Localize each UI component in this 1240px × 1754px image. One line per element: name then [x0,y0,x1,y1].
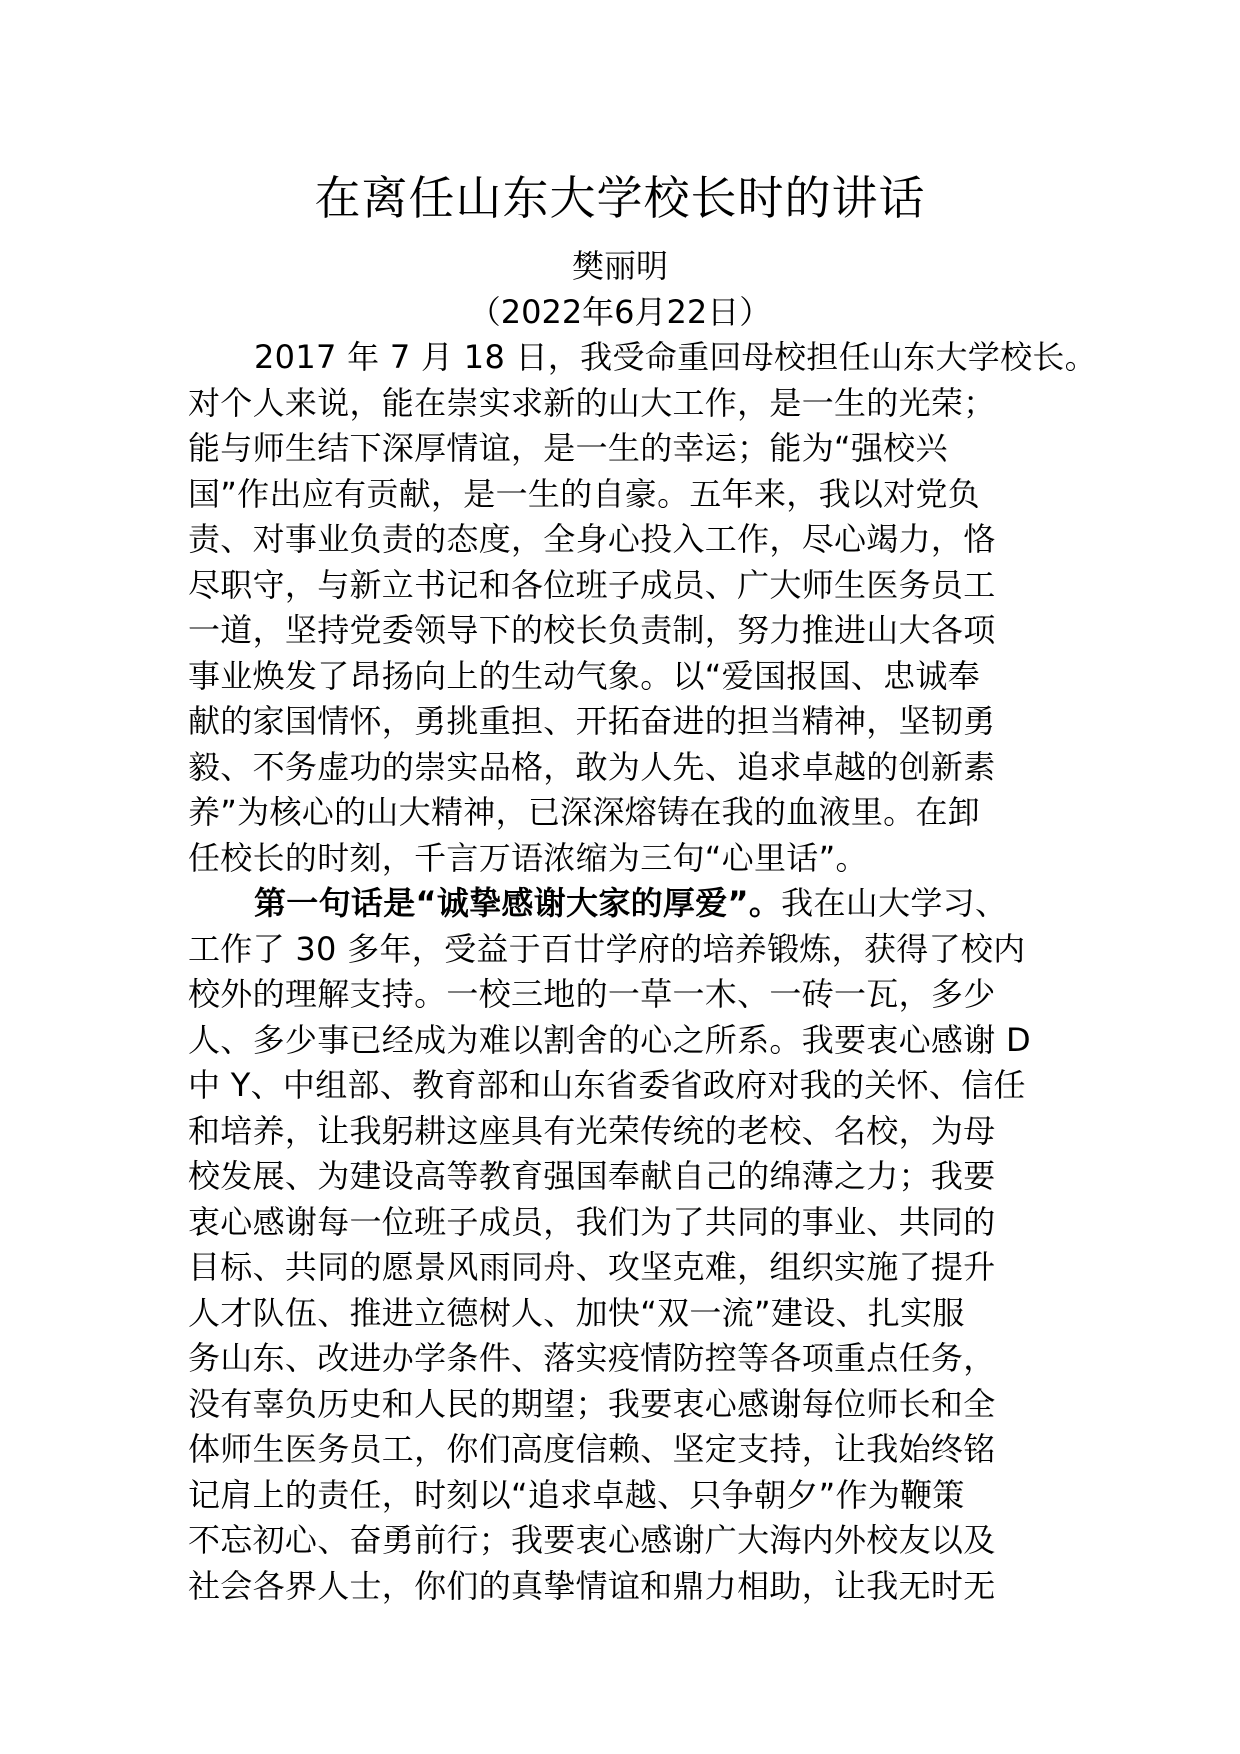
paragraph-line [188,881,1063,927]
paragraph-line: 工作了 30 多年，受益于百廿学府的培养锻炼，获得了校内 [188,929,1026,968]
paragraph-line: 目标、共同的愿景风雨同舟、攻坚克难，组织实施了提升 [188,1248,996,1286]
paragraph-line: 不忘初心、奋勇前行；我要衷心感谢广大海内外校友以及 [188,1521,996,1559]
paragraph-line: 一道，坚持党委领导下的校长负责制，努力推进山大各项 [188,611,996,649]
paragraph-line: 对个人来说，能在崇实求新的山大工作，是一生的光荣； [188,383,996,422]
paragraph-line: 养”为核心的山大精神，已深深熔铸在我的血液里。在卸 [188,793,981,831]
paragraph-line: 毅、不务虚功的崇实品格，敢为人先、追求卓越的创新素 [188,747,996,786]
paragraph-line: 2017 年 7 月 18 日，我受命重回母校担任山东大学校长。 [254,338,1097,376]
paragraph-line: 务山东、改进办学条件、落实疫情防控等各项重点任务， [188,1339,996,1377]
paragraph-line: 责、对事业负责的态度，全身心投入工作，尽心竭力，恪 [188,520,996,558]
paragraph-line: 中 Y、中组部、教育部和山东省委省政府对我的关怀、信任 [188,1066,1026,1104]
section-heading: 第一句话是“诚挚感谢大家的厚爱”。 [254,884,782,922]
paragraph-line: 没有辜负历史和人民的期望；我要衷心感谢每位师长和全 [188,1384,996,1423]
paragraph-line: 国”作出应有贡献，是一生的自豪。五年来，我以对党负 [188,474,981,513]
paragraph-line: 能与师生结下深厚情谊，是一生的幸运；能为“强校兴 [188,429,948,467]
document-body [188,335,1097,1609]
paragraph-line: 献的家国情怀，勇挑重担、开拓奋进的担当精神，坚韧勇 [188,702,996,740]
paragraph-2 [188,881,1063,1609]
paragraph-text: 我在山大学习、 [781,884,1008,922]
paragraph-line: 体师生医务员工，你们高度信赖、坚定支持，让我始终铭 [188,1430,996,1468]
paragraph-line: 校外的理解支持。一校三地的一草一木、一砖一瓦，多少 [188,975,996,1013]
paragraph-1 [188,335,1097,881]
document-title: 在离任山东大学校长时的讲话 [314,171,926,225]
paragraph-line: 校发展、为建设高等教育强国奉献自己的绵薄之力；我要 [188,1157,996,1195]
paragraph-line: 和培养，让我躬耕这座具有光荣传统的老校、名校，为母 [188,1111,996,1150]
paragraph-line: 尽职守，与新立书记和各位班子成员、广大师生医务员工 [188,565,996,604]
paragraph-line: 衷心感谢每一位班子成员，我们为了共同的事业、共同的 [188,1202,996,1241]
paragraph-line: 人才队伍、推进立德树人、加快“双一流”建设、扎实服 [188,1293,965,1332]
paragraph-line: 记肩上的责任，时刻以“追求卓越、只争朝夕”作为鞭策 [188,1475,965,1514]
paragraph-line: 社会各界人士，你们的真挚情谊和鼎力相助，让我无时无 [188,1566,996,1605]
document-date: （2022年6月22日） [468,293,772,331]
document-author: 樊丽明 [571,247,668,285]
paragraph-line: 人、多少事已经成为难以割舍的心之所系。我要衷心感谢 D [188,1020,1031,1059]
paragraph-line: 事业焕发了昂扬向上的生动气象。以“爱国报国、忠诚奉 [188,656,981,695]
paragraph-line: 任校长的时刻，千言万语浓缩为三句“心里话”。 [188,838,868,877]
